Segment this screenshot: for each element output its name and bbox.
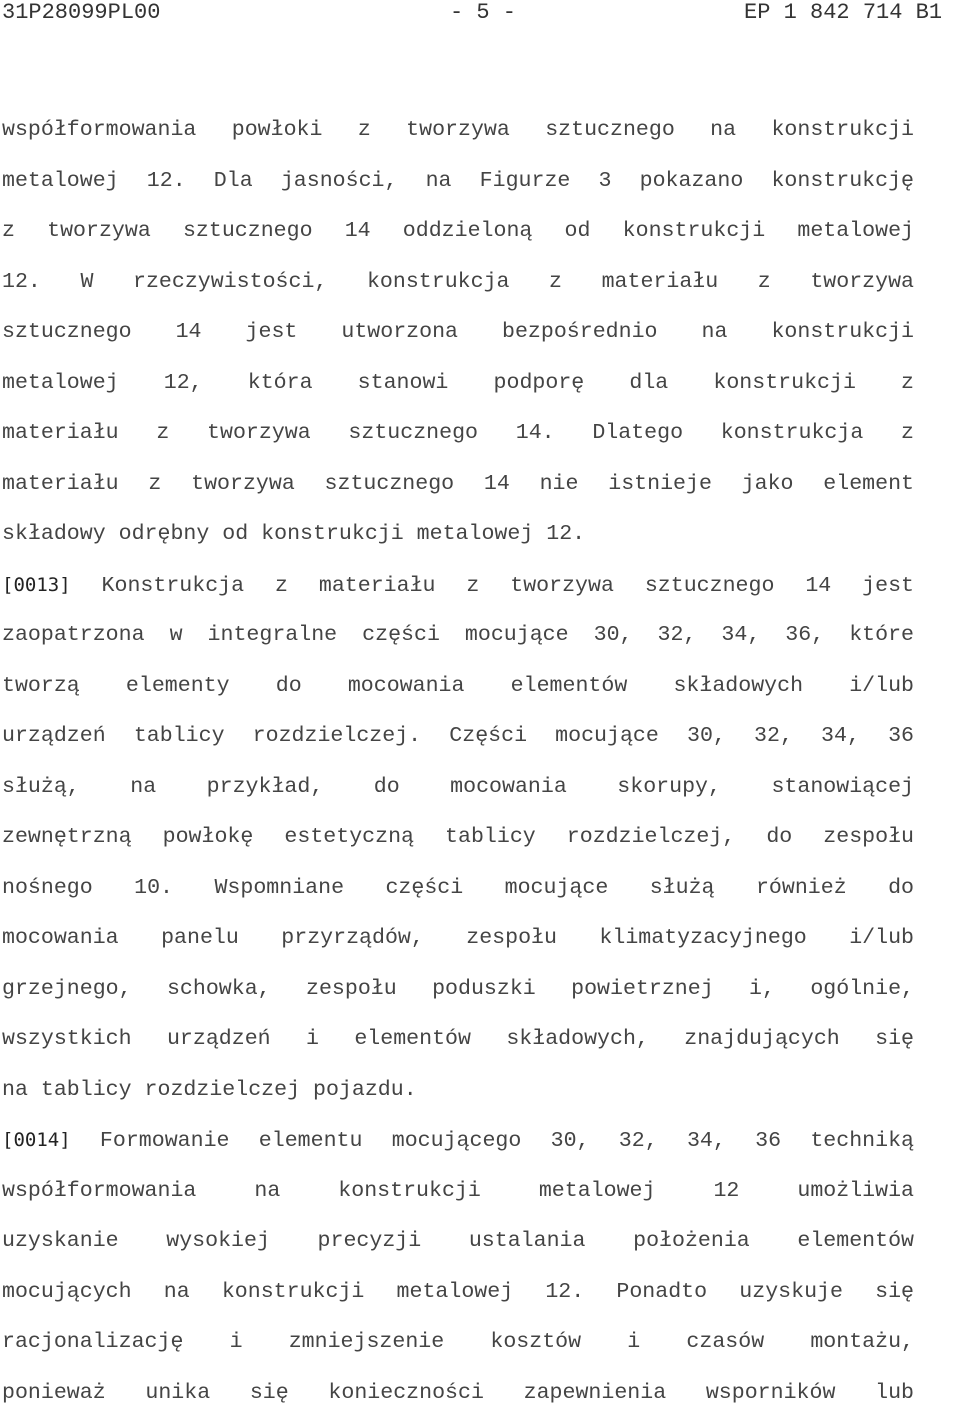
- text-line: na tablicy rozdzielczej pojazdu.: [2, 1065, 914, 1116]
- text-line: materiału z tworzywa sztucznego 14. Dlatego konstrukcja z: [2, 408, 914, 459]
- page-header: [0, 0, 960, 26]
- text-line: z tworzywa sztucznego 14 oddzieloną od konstrukcji metalowej: [2, 206, 914, 257]
- text-line: nośnego 10. Wspomniane części mocujące służą również do: [2, 863, 914, 914]
- document-id: 31P28099PL00: [2, 0, 160, 26]
- page-number: - 5 -: [450, 0, 516, 26]
- text-line: zaopatrzona w integralne części mocujące 30, 32, 34, 36, które: [2, 610, 914, 661]
- text-line: ponieważ unika się konieczności zapewnienia wsporników lub: [2, 1368, 914, 1418]
- text-line: racjonalizację i zmniejszenie kosztów i czasów montażu,: [2, 1317, 914, 1368]
- text-line: tworzą elementy do mocowania elementów składowych i/lub: [2, 661, 914, 712]
- paragraph-start-0014: [0014] Formowanie elementu mocującego 30, 32, 34, 36 techniką: [2, 1115, 914, 1166]
- body-text: [2, 105, 914, 1418]
- patent-number: EP 1 842 714 B1: [744, 0, 942, 26]
- text-line: metalowej 12. Dla jasności, na Figurze 3 pokazano konstrukcję: [2, 156, 914, 207]
- text-line: grzejnego, schowka, zespołu poduszki powietrznej i, ogólnie,: [2, 964, 914, 1015]
- text-line: metalowej 12, która stanowi podporę dla konstrukcji z: [2, 358, 914, 409]
- text-line: sztucznego 14 jest utworzona bezpośrednio na konstrukcji: [2, 307, 914, 358]
- text-line: mocujących na konstrukcji metalowej 12. Ponadto uzyskuje się: [2, 1267, 914, 1318]
- paragraph-start-0013: [0013] Konstrukcja z materiału z tworzywa sztucznego 14 jest: [2, 560, 914, 611]
- text-line: służą, na przykład, do mocowania skorupy, stanowiącej: [2, 762, 914, 813]
- paragraph-number: [0013]: [2, 574, 71, 596]
- text-line: wszystkich urządzeń i elementów składowych, znajdujących się: [2, 1014, 914, 1065]
- text-line: 12. W rzeczywistości, konstrukcja z materiału z tworzywa: [2, 257, 914, 308]
- text-line: materiału z tworzywa sztucznego 14 nie istnieje jako element: [2, 459, 914, 510]
- text-line: współformowania na konstrukcji metalowej 12 umożliwia: [2, 1166, 914, 1217]
- text-line: mocowania panelu przyrządów, zespołu klimatyzacyjnego i/lub: [2, 913, 914, 964]
- text-line: zewnętrzną powłokę estetyczną tablicy rozdzielczej, do zespołu: [2, 812, 914, 863]
- paragraph-number: [0014]: [2, 1129, 71, 1151]
- text-line: składowy odrębny od konstrukcji metalowej 12.: [2, 509, 914, 560]
- text-line: współformowania powłoki z tworzywa sztucznego na konstrukcji: [2, 105, 914, 156]
- text-line: uzyskanie wysokiej precyzji ustalania położenia elementów: [2, 1216, 914, 1267]
- text-line: urządzeń tablicy rozdzielczej. Części mocujące 30, 32, 34, 36: [2, 711, 914, 762]
